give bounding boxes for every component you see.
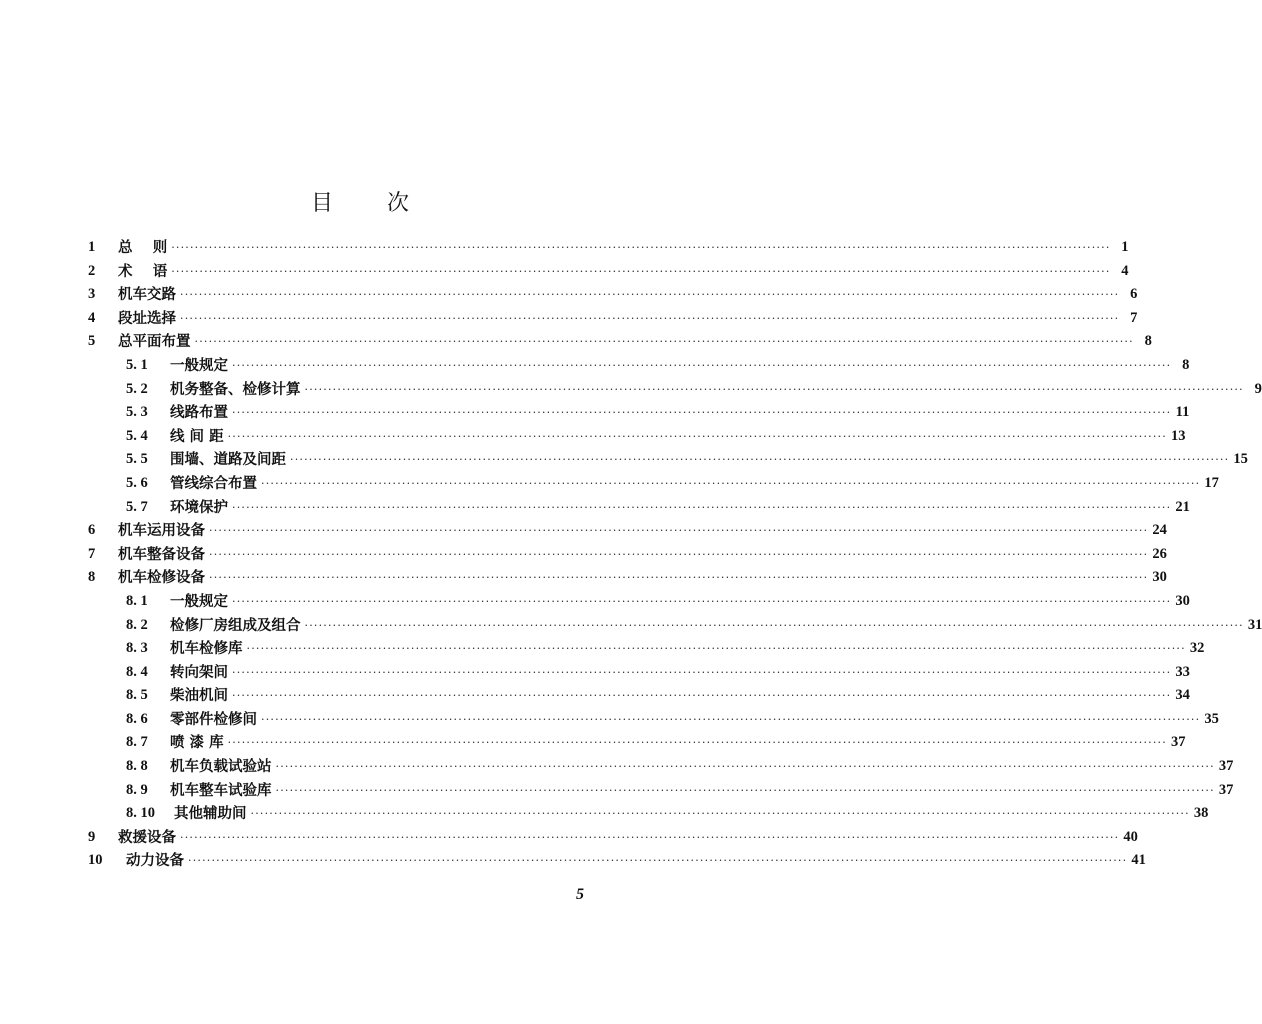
toc-entry (88, 236, 1129, 260)
toc-entry (88, 614, 1262, 638)
toc-entry-page: 9 (1254, 380, 1262, 397)
toc-entry-number: 4 (88, 309, 96, 326)
toc-entry-title: 机车检修库 (170, 640, 243, 658)
toc-entry-title: 机车整车试验库 (170, 781, 272, 799)
toc-entry-number: 8. 10 (126, 805, 155, 822)
toc-entry (88, 590, 1190, 614)
toc-entry-number: 2 (88, 262, 96, 279)
toc-entry-number: 8 (88, 569, 96, 586)
toc-entry-page: 6 (1130, 286, 1138, 303)
toc-leader-dots: ········································································································································································································ (232, 406, 1172, 420)
toc-entry-number: 5. 3 (126, 404, 148, 421)
toc-entry-number: 5 (88, 333, 96, 350)
toc-leader-dots: ········································································································································································································ (304, 382, 1244, 396)
toc-entry (88, 755, 1234, 779)
toc-entry-number: 10 (88, 852, 103, 869)
toc-entry-title: 线路布置 (170, 404, 228, 422)
toc-entry-page: 13 (1170, 427, 1186, 444)
toc-entry-number: 8. 2 (126, 616, 148, 633)
toc-leader-dots: ········································································································································································································ (232, 665, 1172, 679)
title-char-1: 目 (310, 191, 333, 216)
toc-entry (88, 260, 1129, 284)
toc-entry-title: 其他辅助间 (174, 805, 247, 823)
page-number: 5 (576, 886, 584, 903)
toc-entry-page: 26 (1152, 545, 1167, 562)
toc-entry-title: 线 间 距 (170, 427, 224, 445)
toc-entry-number: 8. 9 (126, 781, 148, 798)
toc-entry-title: 机车负载试验站 (170, 758, 272, 776)
toc-entry-page: 15 (1233, 451, 1248, 468)
toc-entry-page: 37 (1218, 758, 1234, 775)
toc-entry-number: 8. 1 (126, 592, 148, 609)
toc-leader-dots: ········································································································································································································ (246, 642, 1186, 656)
toc-leader-dots: ········································································································································································································ (250, 807, 1190, 821)
toc-leader-dots: ········································································································································································································ (304, 618, 1244, 632)
toc-entry-title: 转向架间 (170, 663, 228, 681)
toc-leader-dots: ········································································································································································································ (275, 760, 1215, 774)
toc-entry-title: 机车运用设备 (118, 522, 205, 540)
toc-entry (88, 283, 1138, 307)
toc-entry (88, 496, 1190, 520)
toc-entry (88, 330, 1152, 354)
toc-entry-number: 8. 4 (126, 663, 148, 680)
toc-leader-dots: ········································································································································································································ (232, 594, 1172, 608)
toc-leader-dots: ········································································································································································································ (194, 335, 1134, 349)
toc-entry-number: 5. 1 (126, 356, 148, 373)
toc-entry (88, 849, 1146, 873)
toc-entry-number: 9 (88, 828, 96, 845)
toc-leader-dots: ········································································································································································································ (232, 358, 1172, 372)
toc-entry-number: 8. 3 (126, 640, 148, 657)
toc-entry-page: 34 (1175, 687, 1190, 704)
toc-entry-number: 8. 5 (126, 687, 148, 704)
toc-entry-page: 21 (1175, 498, 1190, 515)
toc-entry-title: 救援设备 (118, 828, 176, 846)
toc-entry-title: 机车交路 (118, 286, 176, 304)
toc-entry-title: 一般规定 (170, 356, 228, 374)
toc-entry (88, 708, 1219, 732)
toc-entry-number: 1 (88, 239, 96, 255)
toc-entry-title: 柴油机间 (170, 687, 228, 705)
toc-entry-page: 7 (1130, 309, 1138, 326)
toc-leader-dots: ········································································································································································································ (261, 712, 1201, 726)
toc-entry (88, 661, 1190, 685)
toc-leader-dots: ········································································································································································································ (227, 736, 1167, 750)
toc-entry (88, 637, 1205, 661)
toc-entry-page: 33 (1175, 663, 1190, 680)
toc-entry-number: 6 (88, 522, 96, 539)
toc-entry-title: 总 则 (118, 239, 168, 256)
toc-leader-dots: ········································································································································································································ (180, 311, 1120, 325)
toc-entry-title: 管线综合布置 (170, 474, 257, 492)
toc-leader-dots: ········································································································································································································ (209, 524, 1149, 538)
toc-entry-page: 30 (1152, 569, 1167, 586)
toc-entry-title: 机车整备设备 (118, 545, 205, 563)
toc-entry-page: 30 (1175, 592, 1190, 609)
toc-entry-number: 8. 8 (126, 758, 148, 775)
toc-entry-number: 5. 5 (126, 451, 148, 468)
toc-leader-dots: ········································································································································································································ (180, 288, 1120, 302)
toc-leader-dots: ········································································································································································································ (171, 264, 1111, 278)
toc-entry-number: 5. 2 (126, 380, 148, 397)
toc-leader-dots: ········································································································································································································ (188, 854, 1128, 868)
toc-leader-dots: ········································································································································································································ (180, 830, 1120, 844)
toc-leader-dots: ········································································································································································································ (275, 783, 1215, 797)
toc-entry (88, 684, 1190, 708)
toc-entry (88, 425, 1186, 449)
toc-entry (88, 354, 1190, 378)
toc-entry-page: 32 (1189, 640, 1205, 657)
toc-entry (88, 519, 1167, 543)
toc-entry-page: 35 (1204, 710, 1219, 727)
toc-leader-dots: ········································································································································································································ (209, 547, 1149, 561)
toc-entry (88, 307, 1138, 331)
toc-entry-title: 术 语 (118, 262, 168, 280)
toc-leader-dots: ········································································································································································································ (290, 453, 1230, 467)
toc-entry (88, 378, 1262, 402)
toc-entry (88, 472, 1219, 496)
toc-entry-page: 17 (1204, 474, 1219, 491)
toc-leader-dots: ········································································································································································································ (232, 500, 1172, 514)
toc-entry-title: 零部件检修间 (170, 710, 257, 728)
toc-entry-title: 喷 漆 库 (170, 734, 224, 752)
toc-entry-number: 8. 7 (126, 734, 148, 751)
toc-entry (88, 731, 1186, 755)
toc-entry-title: 段址选择 (118, 309, 176, 327)
toc-entry-title: 机车检修设备 (118, 569, 205, 587)
toc-entry-page: 1 (1121, 239, 1129, 255)
toc-entry (88, 448, 1248, 472)
toc-entry-page: 41 (1131, 852, 1146, 869)
toc-entry (88, 401, 1190, 425)
toc-entry-page: 11 (1175, 404, 1190, 421)
toc-entry-page: 37 (1170, 734, 1186, 751)
toc-leader-dots: ········································································································································································································ (232, 689, 1172, 703)
toc-entry-title: 环境保护 (170, 498, 228, 516)
toc-entry-number: 7 (88, 545, 96, 562)
toc-entry-title: 机务整备、检修计算 (170, 380, 301, 398)
toc-entry-page: 38 (1193, 805, 1209, 822)
toc-leader-dots: ········································································································································································································ (209, 571, 1149, 585)
toc-entry-number: 5. 6 (126, 474, 148, 491)
toc-entry-page: 24 (1152, 522, 1167, 539)
toc-entry-page: 4 (1121, 262, 1129, 279)
toc-entry-number: 8. 6 (126, 710, 148, 727)
toc-entry (88, 826, 1138, 850)
toc-entry (88, 543, 1167, 567)
toc-entry (88, 566, 1167, 590)
toc-entry-title: 检修厂房组成及组合 (170, 616, 301, 634)
toc-entry-page: 40 (1123, 828, 1138, 845)
toc-entry-page: 31 (1247, 616, 1262, 633)
toc-entry-page: 37 (1218, 781, 1234, 798)
toc-leader-dots: ········································································································································································································ (261, 476, 1201, 490)
toc-entry-number: 5. 7 (126, 498, 148, 515)
toc-entry (88, 779, 1234, 803)
toc-entry-title: 总平面布置 (118, 333, 191, 351)
table-of-contents (88, 236, 1262, 873)
toc-entry-title: 动力设备 (126, 852, 184, 870)
toc-entry-number: 5. 4 (126, 427, 148, 444)
toc-entry-title: 围墙、道路及间距 (170, 451, 286, 469)
toc-leader-dots: ········································································································································································································ (227, 429, 1167, 443)
toc-entry (88, 802, 1209, 826)
title-char-2: 次 (387, 191, 410, 216)
toc-entry-page: 8 (1182, 356, 1190, 373)
page-title (0, 186, 720, 217)
toc-leader-dots: ········································································································································································································ (171, 241, 1111, 254)
toc-entry-title: 一般规定 (170, 592, 228, 610)
toc-entry-number: 3 (88, 286, 96, 303)
toc-entry-page: 8 (1144, 333, 1152, 350)
